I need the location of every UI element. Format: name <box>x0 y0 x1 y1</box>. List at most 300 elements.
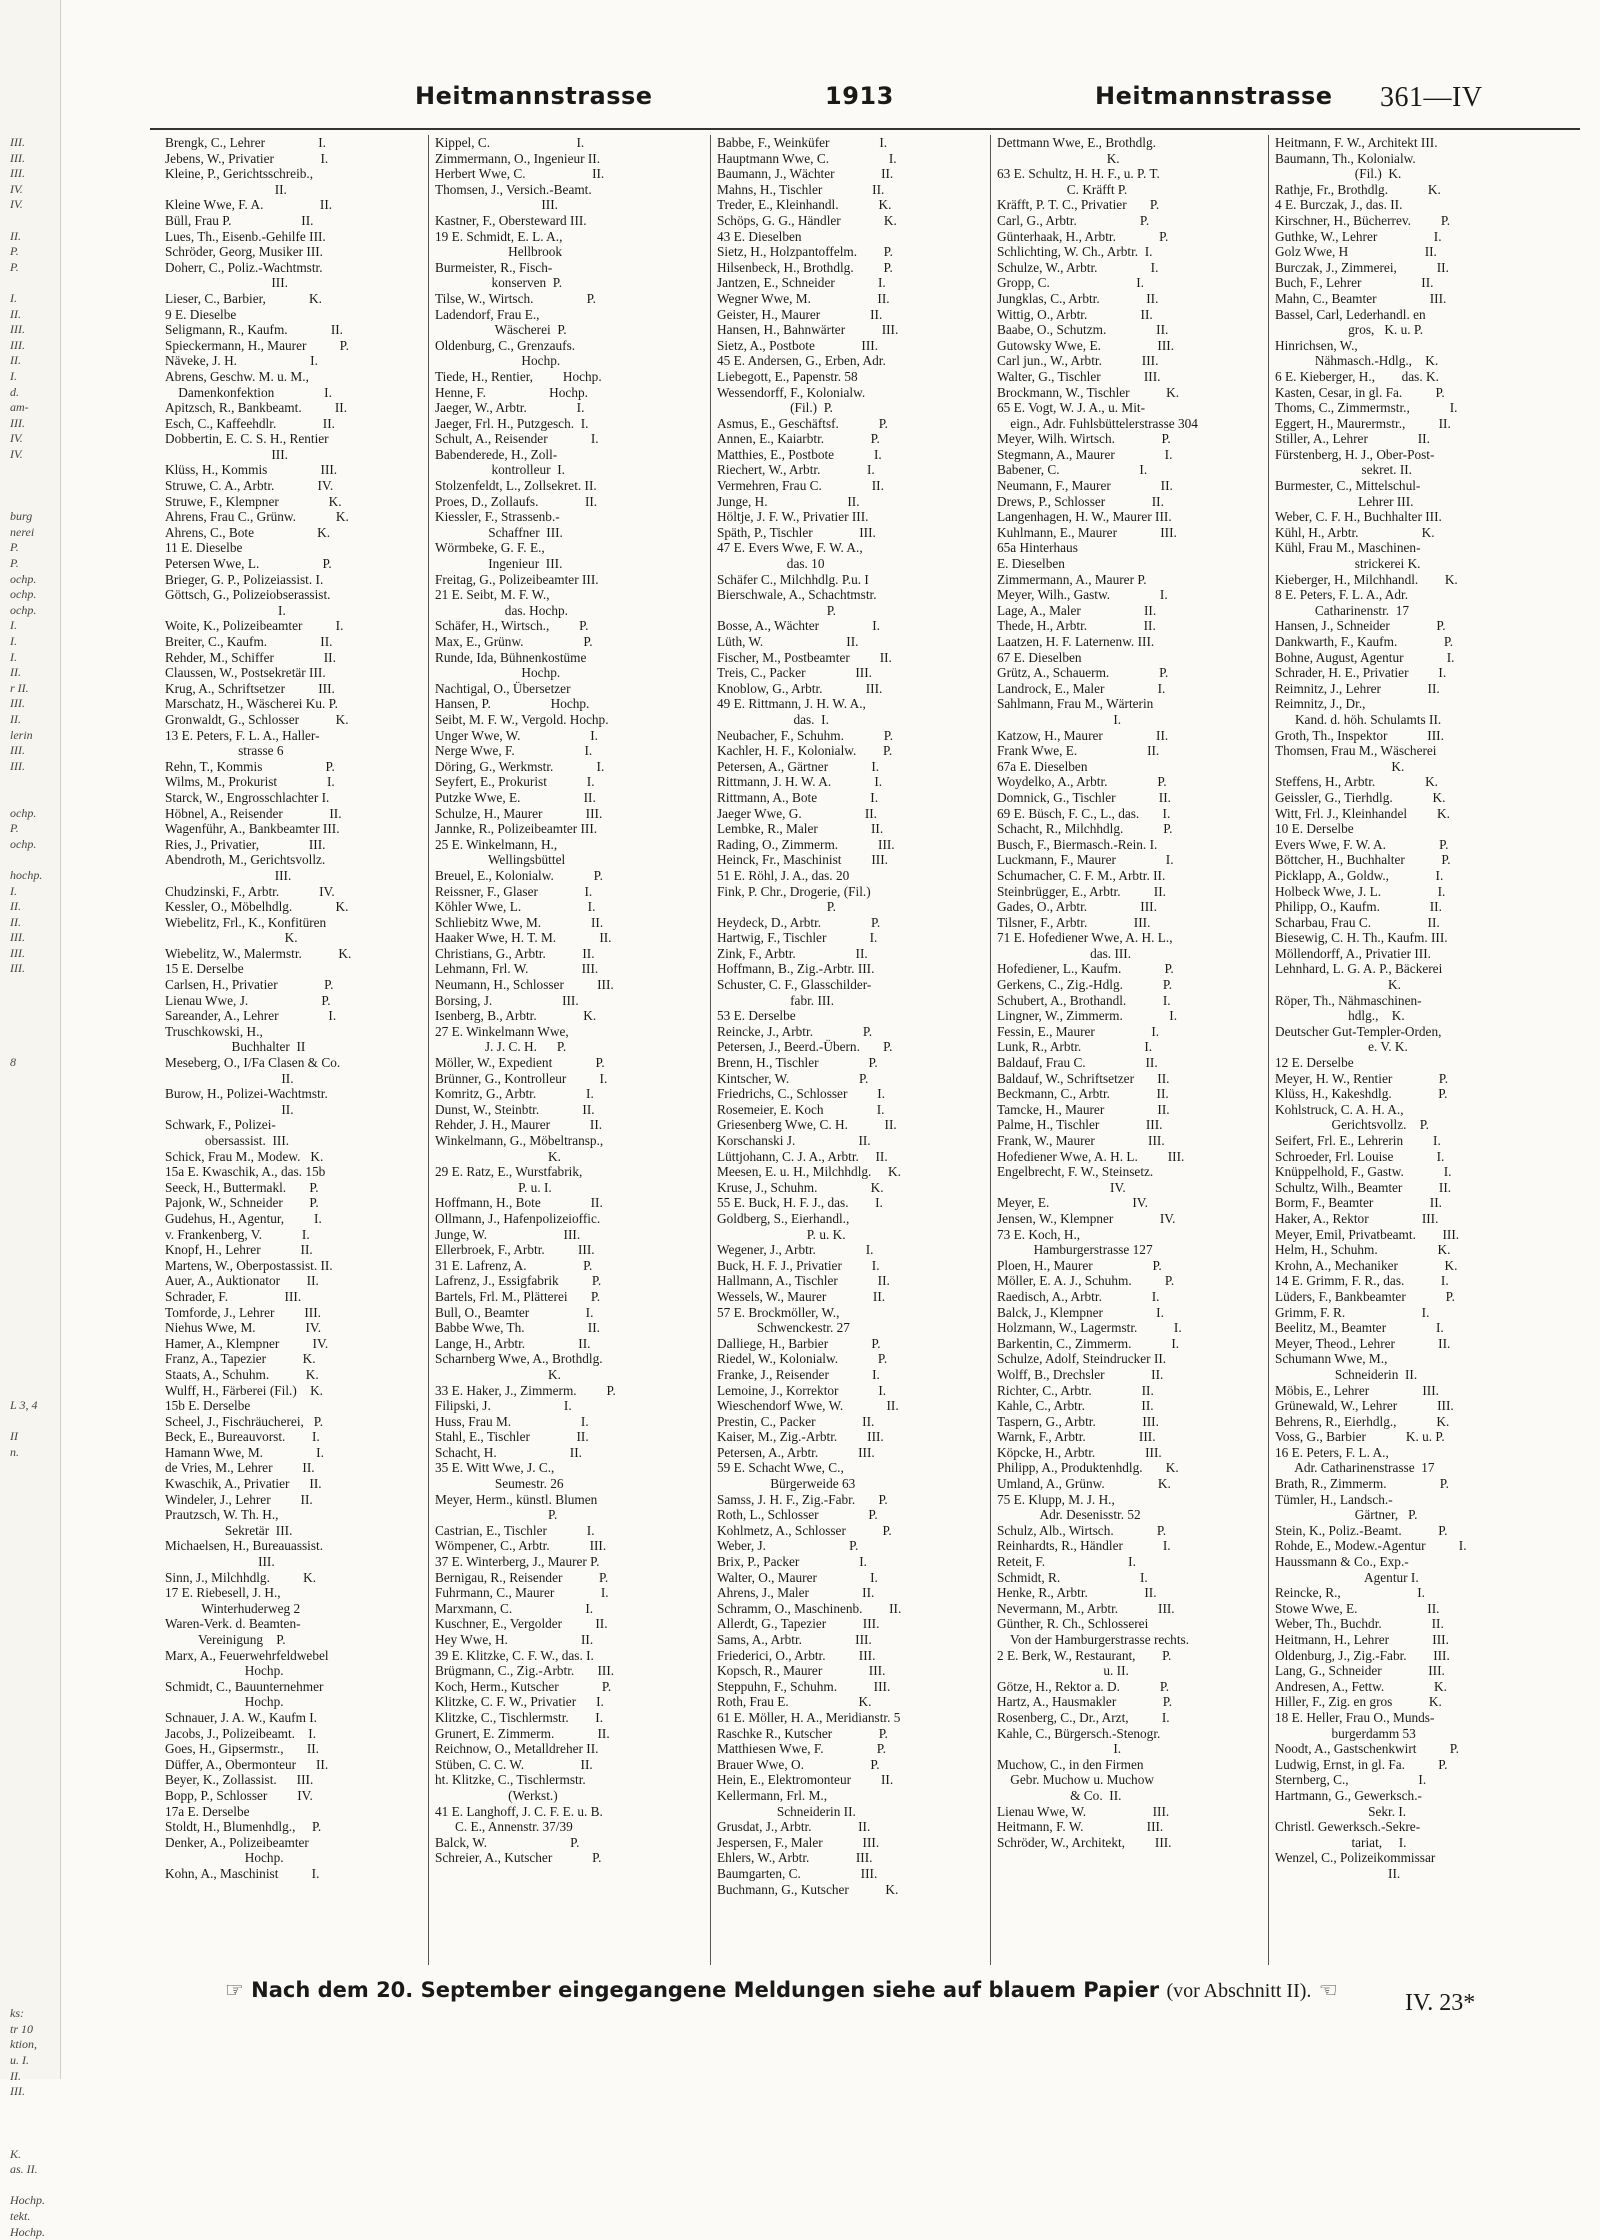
margin-note: I. <box>10 618 17 633</box>
directory-entry: Burczak, J., Zimmerei, II. <box>1275 259 1449 275</box>
directory-entry: Jaeger Wwe, G. II. <box>717 805 878 821</box>
directory-entry: 45 E. Andersen, G., Erben, Adr. <box>717 353 886 369</box>
directory-entry: Auer, A., Auktionator II. <box>165 1273 319 1289</box>
directory-entry: Prestin, C., Packer II. <box>717 1413 875 1429</box>
margin-note: ochp. <box>10 571 37 586</box>
directory-entry: Schöps, G. G., Händler K. <box>717 212 897 228</box>
directory-entry: Christians, G., Arbtr. II. <box>435 945 595 961</box>
directory-entry: Wegener, J., Arbtr. I. <box>717 1242 874 1258</box>
directory-entry: Langenhagen, H. W., Maurer III. <box>997 509 1172 525</box>
directory-entry: Grünewald, W., Lehrer III. <box>1275 1398 1454 1414</box>
directory-entry: Jaeger, W., Arbtr. I. <box>435 400 585 416</box>
margin-note <box>10 1663 58 1679</box>
directory-entry: Ollmann, J., Hafenpolizeioffic. <box>435 1210 601 1226</box>
directory-entry: ht. Klitzke, C., Tischlermstr. <box>435 1772 586 1788</box>
directory-entry: Tomforde, J., Lehrer III. <box>165 1304 321 1320</box>
margin-note: ochp. <box>10 805 37 820</box>
directory-entry: Grusdat, J., Arbtr. II. <box>717 1819 871 1835</box>
directory-entry: burgerdamm 53 <box>1275 1725 1416 1741</box>
directory-entry: Sietz, H., Holzpantoffelm. P. <box>717 244 893 260</box>
directory-entry: Brengk, C., Lehrer I. <box>165 135 327 150</box>
directory-entry: Andresen, A., Fettw. K. <box>1275 1678 1447 1694</box>
directory-entry: Lienau Wwe, W. III. <box>997 1803 1170 1819</box>
directory-entry: 25 E. Winkelmann, H., <box>435 836 558 852</box>
directory-entry: Truschkowski, H., <box>165 1023 263 1039</box>
directory-entry: Zimmermann, O., Ingenieur II. <box>435 150 601 166</box>
directory-entry: 49 E. Rittmann, J. H. W. A., <box>717 696 866 712</box>
directory-entry: Beelitz, M., Beamter I. <box>1275 1320 1444 1336</box>
directory-entry: Meyer, Wilh. Wirtsch. P. <box>997 431 1171 447</box>
directory-entry: Waren-Verk. d. Beamten- <box>165 1616 301 1632</box>
directory-entry: Jespersen, F., Maler III. <box>717 1834 880 1850</box>
directory-entry: Philipp, A., Produktenhdlg. K. <box>997 1460 1179 1476</box>
margin-note <box>10 1570 58 1586</box>
margin-note <box>10 1648 58 1664</box>
directory-entry: das. I. <box>717 711 829 727</box>
directory-entry: Beckmann, C., Arbtr. II. <box>997 1086 1169 1102</box>
directory-entry: Dankwarth, F., Kaufm. P. <box>1275 634 1454 649</box>
directory-entry: Kand. d. höh. Schulamts II. <box>1275 711 1442 727</box>
pointing-hand-left-icon: ☜ <box>1318 1978 1338 2002</box>
directory-entry: II. <box>1275 1865 1401 1881</box>
directory-entry: Kessler, O., Möbelhdlg. K. <box>165 899 349 915</box>
directory-entry: Goes, H., Gipsermstr., II. <box>165 1741 320 1757</box>
directory-entry: Reteit, F. I. <box>997 1554 1136 1570</box>
directory-entry: Möbis, E., Lehrer III. <box>1275 1382 1439 1398</box>
margin-note: III. <box>10 166 25 181</box>
directory-entry: Günterhaak, H., Arbtr. P. <box>997 228 1169 244</box>
directory-entry: Isenberg, B., Arbtr. K. <box>435 1008 597 1024</box>
directory-entry: Treder, E., Kleinhandl. K. <box>717 197 892 213</box>
directory-entry: Heitmann, F. W., Architekt III. <box>1275 135 1438 150</box>
margin-note <box>10 2178 58 2194</box>
directory-entry: Wiebelitz, W., Malermstr. K. <box>165 945 352 961</box>
directory-entry: Catharinenstr. 17 <box>1275 602 1410 618</box>
directory-entry: Sareander, A., Lehrer I. <box>165 1008 337 1024</box>
margin-note <box>10 1882 58 1898</box>
directory-entry: Struwe, F., Klempner K. <box>165 493 342 509</box>
margin-note: I. <box>10 290 17 305</box>
directory-entry: Schmidt, R. I. <box>997 1569 1148 1585</box>
directory-entry: Carl, G., Arbtr. P. <box>997 212 1150 228</box>
margin-note <box>10 1227 58 1243</box>
directory-entry: kontrolleur I. <box>435 462 565 478</box>
directory-entry: Hansen, J., Schneider P. <box>1275 618 1446 634</box>
directory-entry: Ploen, H., Maurer P. <box>997 1257 1162 1273</box>
directory-entry: P. u. I. <box>435 1179 552 1195</box>
directory-entry: Nachtigal, O., Übersetzer <box>435 680 571 696</box>
directory-entry: Babener, C. I. <box>997 462 1148 478</box>
directory-entry: Kahle, C., Bürgersch.-Stenogr. <box>997 1725 1161 1741</box>
directory-entry: Möllendorff, A., Privatier III. <box>1275 945 1431 961</box>
directory-entry: Walter, O., Maurer I. <box>717 1569 878 1585</box>
directory-entry: Hochp. <box>165 1663 284 1679</box>
directory-entry: Knopf, H., Lehrer II. <box>165 1242 313 1258</box>
directory-entry: Jacobs, J., Polizeibeamt. I. <box>165 1725 317 1741</box>
directory-entry: 35 E. Witt Wwe, J. C., <box>435 1460 555 1476</box>
directory-entry: Späth, P., Tischler III. <box>717 524 876 540</box>
directory-entry: Fink, P. Chr., Drogerie, (Fil.) <box>717 883 871 899</box>
margin-note <box>10 1850 58 1866</box>
directory-entry: Tilse, W., Wirtsch. P. <box>435 290 596 306</box>
margin-note <box>10 1117 58 1133</box>
margin-note: III. <box>10 758 25 773</box>
directory-entry: Frank, W., Maurer III. <box>997 1133 1165 1148</box>
directory-entry: Dalliege, H., Barbier P. <box>717 1335 881 1351</box>
directory-entry: Hallmann, A., Tischler II. <box>717 1273 890 1289</box>
directory-entry: Geissler, G., Tierhdlg. K. <box>1275 789 1446 805</box>
directory-entry: Lang, G., Schneider III. <box>1275 1663 1445 1679</box>
margin-note <box>10 1835 58 1851</box>
directory-entry: Sahlmann, Frau M., Wärterin <box>997 696 1154 712</box>
directory-entry: (Werkst.) <box>435 1787 558 1803</box>
header-page-number: 361—IV <box>1380 82 1483 113</box>
directory-entry: Groth, Th., Inspektor III. <box>1275 727 1444 743</box>
directory-entry: Schulze, Adolf, Steindrucker II. <box>997 1351 1167 1367</box>
directory-entry: 33 E. Haker, J., Zimmerm. P. <box>435 1382 616 1398</box>
margin-note: III. <box>10 961 25 976</box>
directory-entry: Schrader, H. E., Privatier I. <box>1275 665 1447 681</box>
directory-entry: Tamcke, H., Maurer II. <box>997 1101 1170 1117</box>
margin-note: ktion, <box>10 2037 37 2052</box>
margin-note: L 3, 4 <box>10 1398 38 1413</box>
directory-entry: Kleine Wwe, F. A. II. <box>165 197 333 213</box>
directory-entry: Grimm, F. R. I. <box>1275 1304 1430 1320</box>
directory-entry: Möller, E. A. J., Schuhm. P. <box>997 1273 1175 1289</box>
directory-entry: Balck, W. P. <box>435 1834 580 1850</box>
directory-entry: Düffer, A., Obermonteur II. <box>165 1756 329 1772</box>
directory-entry: K. <box>997 150 1120 166</box>
directory-entry: Ludwig, Ernst, in gl. Fa. P. <box>1275 1756 1448 1772</box>
directory-entry: das. III. <box>997 945 1132 961</box>
directory-entry: 57 E. Brockmöller, W., <box>717 1304 840 1320</box>
directory-entry: I. <box>997 1741 1122 1757</box>
directory-entry: Schramm, O., Maschinenb. II. <box>717 1600 902 1616</box>
directory-entry: Bartels, Frl. M., Plätterei P. <box>435 1288 601 1304</box>
directory-entry: Henke, R., Arbtr. II. <box>997 1585 1157 1601</box>
directory-entry: Tiede, H., Rentier, Hochp. <box>435 368 602 384</box>
directory-entry: Schrader, F. III. <box>165 1288 302 1304</box>
directory-entry: Stolzenfeldt, L., Zollsekret. II. <box>435 478 597 494</box>
margin-note <box>10 1336 58 1352</box>
directory-entry: Beyer, K., Zollassist. III. <box>165 1772 314 1788</box>
directory-entry: Winterhuderweg 2 <box>165 1600 301 1616</box>
directory-entry: Büll, Frau P. II. <box>165 212 314 228</box>
directory-entry: Schäfer, H., Wirtsch., P. <box>435 618 589 634</box>
margin-note <box>10 1039 58 1055</box>
margin-note: III. <box>10 337 25 352</box>
directory-entry: Marxmann, C. I. <box>435 1600 594 1616</box>
directory-entry: Annen, E., Kaiarbtr. P. <box>717 431 880 447</box>
directory-entry: Schäfer C., Milchhdlg. P.u. I <box>717 571 869 587</box>
directory-entry: Adr. Desenisstr. 52 <box>997 1507 1141 1523</box>
directory-entry: K. <box>1275 977 1401 993</box>
margin-note <box>10 494 58 510</box>
margin-note <box>10 1959 58 1975</box>
directory-entry: Schnauer, J. A. W., Kaufm I. <box>165 1709 317 1725</box>
directory-entry: III. <box>165 446 288 462</box>
directory-entry: Thomsen, Frau M., Wäscherei <box>1275 743 1437 759</box>
directory-entry: Rehn, T., Kommis P. <box>165 758 335 774</box>
directory-entry: Döring, G., Werkmstr. I. <box>435 758 605 774</box>
margin-note <box>10 1523 58 1539</box>
margin-note <box>10 2115 58 2131</box>
directory-entry: Klitzke, C., Tischlermstr. I. <box>435 1709 604 1725</box>
directory-entry: 43 E. Dieselben <box>717 228 802 244</box>
margin-note <box>10 1414 58 1430</box>
directory-entry: Reichnow, O., Metalldreher II. <box>435 1741 599 1757</box>
directory-entry: Wenzel, C., Polizeikommissar <box>1275 1850 1436 1866</box>
directory-entry: Breiter, C., Kaufm. II. <box>165 634 333 649</box>
directory-entry: 29 E. Ratz, E., Wurstfabrik, <box>435 1164 583 1180</box>
directory-entry: 53 E. Derselbe <box>717 1008 796 1024</box>
directory-entry: Riedel, W., Kolonialw. P. <box>717 1351 888 1367</box>
margin-note <box>10 1975 58 1991</box>
directory-entry: Adr. Catharinenstrasse 17 <box>1275 1460 1435 1476</box>
margin-note: d. <box>10 384 19 399</box>
directory-entry: strickerei K. <box>1275 556 1421 572</box>
directory-entry: das. 10 <box>717 556 825 572</box>
directory-entry: Bürgerweide 63 <box>717 1476 856 1492</box>
directory-entry: Carl jun., W., Arbtr. III. <box>997 353 1159 369</box>
directory-entry: Oldenburg, C., Grenzaufs. <box>435 337 576 353</box>
directory-entry: Hiller, F., Zig. en gros K. <box>1275 1694 1442 1710</box>
margin-note <box>10 1367 58 1383</box>
directory-entry: 37 E. Winterberg, J., Maurer P. <box>435 1554 600 1570</box>
directory-entry: Unger Wwe, W. I. <box>435 727 598 743</box>
directory-entry: Schumann Wwe, M., <box>1275 1351 1388 1367</box>
margin-note: 8 <box>10 1055 16 1070</box>
directory-entry: Brath, R., Zimmerm. P. <box>1275 1476 1449 1492</box>
directory-entry: Helm, H., Schuhm. K. <box>1275 1242 1451 1258</box>
directory-entry: Meyer, Emil, Privatbeamt. III. <box>1275 1226 1460 1242</box>
directory-entry: Lunk, R., Arbtr. I. <box>997 1039 1153 1055</box>
directory-entry: Neumann, H., Schlosser III. <box>435 977 614 993</box>
directory-entry: Wellingsbüttel <box>435 852 566 868</box>
directory-entry: Gronwaldt, G., Schlosser K. <box>165 711 349 727</box>
directory-entry: C. E., Annenstr. 37/39 <box>435 1819 573 1835</box>
directory-entry: Stein, K., Poliz.-Beamt. P. <box>1275 1522 1448 1538</box>
directory-entry: III. <box>435 197 558 213</box>
directory-entry: Hochp. <box>165 1694 284 1710</box>
directory-entry: Michaelsen, H., Bureauassist. <box>165 1538 324 1554</box>
margin-note <box>10 1149 58 1165</box>
directory-entry: Heydeck, D., Arbtr. P. <box>717 914 881 930</box>
directory-entry: Beck, E., Bureauvorst. I. <box>165 1429 320 1445</box>
directory-entry: Rathje, Fr., Brothdlg. K. <box>1275 181 1441 197</box>
directory-entry: Wilms, M., Prokurist I. <box>165 774 335 790</box>
directory-entry: Bohne, August, Agentur I. <box>1275 649 1455 665</box>
directory-entry: Eggert, H., Maurermstr., II. <box>1275 415 1451 431</box>
directory-entry: Rosenberg, C., Dr., Arzt, I. <box>997 1709 1170 1725</box>
directory-entry: 65a Hinterhaus <box>997 540 1078 556</box>
directory-entry: 63 E. Schultz, H. H. F., u. P. T. <box>997 166 1160 182</box>
directory-entry: Roth, Frau E. K. <box>717 1694 872 1710</box>
directory-entry: Marx, A., Feuerwehrfeldwebel <box>165 1647 329 1663</box>
directory-entry: Picklapp, A., Goldw., I. <box>1275 867 1444 883</box>
directory-entry: 17 E. Riebesell, J. H., <box>165 1585 281 1601</box>
directory-entry: Franke, J., Reisender I. <box>717 1366 880 1382</box>
directory-entry: Kirschner, H., Bücherrev. P. <box>1275 212 1451 228</box>
directory-entry: Gärtner, P. <box>1275 1507 1418 1523</box>
directory-entry: Baumann, Th., Kolonialw. <box>1275 150 1416 166</box>
directory-entry: Reimnitz, J., Dr., <box>1275 696 1366 712</box>
directory-entry: Tilsner, F., Arbtr. III. <box>997 914 1151 930</box>
directory-entry: Stüben, C. C. W. II. <box>435 1756 593 1772</box>
directory-entry: Schneiderin II. <box>1275 1366 1418 1382</box>
directory-entry: Witt, Frl. J., Kleinhandel K. <box>1275 805 1450 821</box>
directory-entry: Von der Hamburgerstrasse rechts. <box>997 1632 1190 1647</box>
directory-entry: Dettmann Wwe, E., Brothdlg. <box>997 135 1156 150</box>
directory-entry: Gutowsky Wwe, E. III. <box>997 337 1175 353</box>
directory-entry: Riechert, W., Arbtr. I. <box>717 462 875 478</box>
margin-note: n. <box>10 1444 19 1459</box>
margin-note <box>10 1305 58 1321</box>
directory-entry: Vereinigung P. <box>165 1632 286 1647</box>
directory-entry: Wömpener, C., Arbtr. III. <box>435 1538 607 1554</box>
directory-entry: Drews, P., Schlosser II. <box>997 493 1164 509</box>
directory-entry: Schröder, W., Architekt, III. <box>997 1834 1172 1850</box>
directory-entry: Gades, O., Arbtr. III. <box>997 899 1157 915</box>
directory-entry: Asmus, E., Geschäftsf. P. <box>717 415 889 431</box>
directory-entry: Jebens, W., Privatier I. <box>165 150 329 166</box>
directory-entry: Petersen, A., Gärtner I. <box>717 758 880 774</box>
directory-entry: Evers Wwe, F. W. A. P. <box>1275 836 1449 852</box>
margin-note <box>10 993 58 1009</box>
directory-entry: Hilsenbeck, H., Brothdlg. P. <box>717 259 893 275</box>
directory-entry: 16 E. Peters, F. L. A., <box>1275 1444 1389 1460</box>
directory-entry: Wieschendorf Wwe, W. II. <box>717 1398 899 1414</box>
directory-entry: Breuel, E., Kolonialw. P. <box>435 867 603 883</box>
directory-entry: Schwenckestr. 27 <box>717 1320 850 1336</box>
directory-entry: Neumann, F., Maurer II. <box>997 478 1173 494</box>
directory-entry: Treis, C., Packer III. <box>717 665 872 681</box>
directory-entry: Lehmann, Frl. W. III. <box>435 961 599 977</box>
directory-entry: Hinrichsen, W., <box>1275 337 1358 353</box>
directory-entry: obersassist. III. <box>165 1133 290 1148</box>
margin-note: P. <box>10 540 19 555</box>
directory-entry: Scharnberg Wwe, A., Brothdlg. <box>435 1351 603 1367</box>
directory-entry: 55 E. Buck, H. F. J., das. I. <box>717 1195 883 1211</box>
margin-note <box>10 1601 58 1617</box>
directory-entry: Ellerbroek, F., Arbtr. III. <box>435 1242 595 1258</box>
directory-entry: Korschanski J. II. <box>717 1133 871 1148</box>
directory-entry: Baumann, J., Wächter II. <box>717 166 894 182</box>
margin-note: r II. <box>10 680 29 695</box>
directory-entry: Babenderede, H., Zoll- <box>435 446 558 462</box>
directory-entry: Kuhlmann, E., Maurer III. <box>997 524 1177 540</box>
directory-entry: 21 E. Seibt, M. F. W., <box>435 587 550 603</box>
directory-entry: Haker, A., Rektor III. <box>1275 1210 1439 1226</box>
directory-entry: Noodt, A., Gastschenkwirt P. <box>1275 1741 1459 1757</box>
directory-entry: Friedrichs, C., Schlosser I. <box>717 1086 886 1102</box>
margin-note: tr 10 <box>10 2021 34 2036</box>
directory-entry: Schroeder, Frl. Louise I. <box>1275 1148 1445 1164</box>
margin-note: ks: <box>10 2006 24 2021</box>
header-rule <box>150 128 1580 130</box>
directory-entry: Brix, P., Packer I. <box>717 1554 867 1570</box>
directory-entry: Stegmann, A., Maurer I. <box>997 446 1173 462</box>
directory-entry: Lieser, C., Barbier, K. <box>165 290 322 306</box>
directory-entry: 71 E. Hofediener Wwe, A. H. L., <box>997 930 1173 946</box>
directory-entry: I. <box>165 602 286 618</box>
directory-entry: Brockmann, W., Tischler K. <box>997 384 1180 400</box>
directory-entry: Barkentin, C., Zimmerm. I. <box>997 1335 1180 1351</box>
directory-entry: Kachler, H. F., Kolonialw. P. <box>717 743 893 759</box>
directory-entry: 11 E. Dieselbe <box>165 540 243 556</box>
margin-note <box>10 1133 58 1149</box>
directory-entry: Meesen, E. u. H., Milchhdlg. K. <box>717 1164 901 1180</box>
directory-entry: K. <box>435 1148 561 1164</box>
directory-entry: Kaiser, M., Zig.-Arbtr. III. <box>717 1429 884 1445</box>
directory-entry: das. Hochp. <box>435 602 568 618</box>
directory-entry: Jaeger, Frl. H., Putzgesch. I. <box>435 415 589 431</box>
directory-entry: E. Dieselben <box>997 556 1065 572</box>
directory-entry: Walter, G., Tischler III. <box>997 368 1161 384</box>
margin-note: P. <box>10 244 19 259</box>
directory-entry: Bassel, Carl, Lederhandl. en <box>1275 306 1426 322</box>
directory-entry: Abrens, Geschw. M. u. M., <box>165 368 309 384</box>
directory-entry: Matthiesen Wwe, F. P. <box>717 1741 886 1757</box>
margin-note <box>10 1757 58 1773</box>
directory-entry: Golz Wwe, H II. <box>1275 244 1437 260</box>
margin-note: IV. <box>10 197 23 212</box>
directory-entry: 75 E. Klupp, M. J. H., <box>997 1491 1115 1507</box>
directory-entry: Kühl, Frau M., Maschinen- <box>1275 540 1421 556</box>
directory-entry: Wegner Wwe, M. II. <box>717 290 890 306</box>
directory-entry: Stowe Wwe, E. II. <box>1275 1600 1440 1616</box>
directory-entry: Lehnhard, L. G. A. P., Bäckerei <box>1275 961 1443 977</box>
directory-entry: (Fil.) K. <box>1275 166 1402 182</box>
page-mark: IV. 23* <box>1405 1990 1476 2016</box>
directory-entry: Allerdt, G., Tapezier III. <box>717 1616 880 1632</box>
directory-entry: Spieckermann, H., Maurer P. <box>165 337 349 353</box>
margin-note <box>10 462 58 478</box>
directory-entry: Bernigau, R., Reisender P. <box>435 1569 609 1585</box>
directory-entry: Möller, W., Expedient P. <box>435 1055 605 1071</box>
directory-entry: Hochp. <box>435 665 561 681</box>
margin-note: II. <box>10 228 21 243</box>
directory-entry: Lehrer III. <box>1275 493 1414 509</box>
directory-entry: Struwe, C. A., Arbtr. IV. <box>165 478 334 494</box>
directory-entry: Ingenieur III. <box>435 556 563 572</box>
directory-entry: Brieger, G. P., Polizeiassist. I. <box>165 571 324 587</box>
directory-entry: Woite, K., Polizeibeamter I. <box>165 618 344 634</box>
margin-note: III. <box>10 135 25 149</box>
directory-entry: Hamer, A., Klempner IV. <box>165 1335 329 1351</box>
directory-entry: Thomsen, J., Versich.-Beamt. <box>435 181 592 197</box>
directory-entry: Nerge Wwe, F. I. <box>435 743 593 759</box>
margin-note <box>10 1024 58 1040</box>
directory-entry: Kruse, J., Schuhm. K. <box>717 1179 884 1195</box>
margin-note <box>10 1071 58 1087</box>
directory-entry: J. J. C. H. P. <box>435 1039 567 1055</box>
directory-entry: 39 E. Klitzke, C. F. W., das. I. <box>435 1647 594 1663</box>
directory-entry: Bopp, P., Schlosser IV. <box>165 1787 313 1803</box>
directory-entry: 61 E. Möller, H. A., Meridianstr. 5 <box>717 1709 901 1725</box>
directory-entry: Lemoine, J., Korrektor I. <box>717 1382 887 1398</box>
directory-entry: Sinn, J., Milchhdlg. K. <box>165 1569 317 1585</box>
margin-note <box>10 1195 58 1211</box>
directory-entry: Junge, H. II. <box>717 493 860 509</box>
directory-entry: Schwark, F., Polizei- <box>165 1117 276 1133</box>
directory-entry: u. II. <box>997 1663 1129 1679</box>
directory-entry: Meseberg, O., I/Fa Clasen & Co. <box>165 1055 341 1071</box>
directory-entry: Weber, C. F. H., Buchhalter III. <box>1275 509 1442 525</box>
directory-entry: Kiessler, F., Strassenb.- <box>435 509 560 525</box>
directory-entry: Mahns, H., Tischler II. <box>717 181 885 197</box>
directory-entry: Tümler, H., Landsch.- <box>1275 1491 1393 1507</box>
